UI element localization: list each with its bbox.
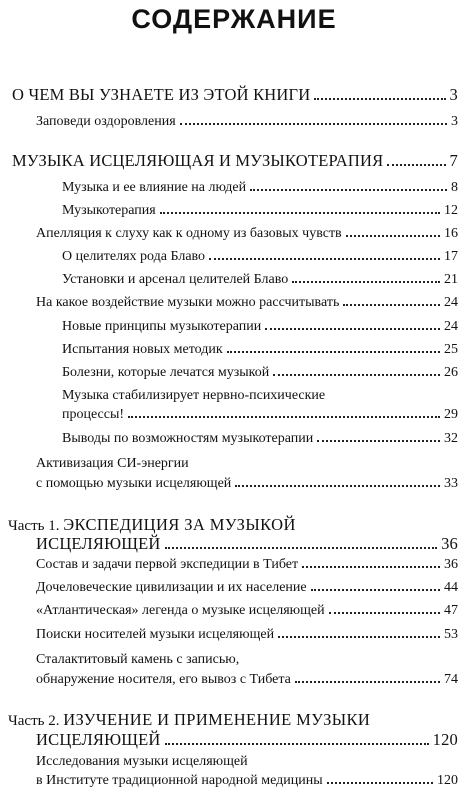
toc-entry	[36, 557, 458, 573]
dot-leader	[250, 189, 447, 191]
toc-entry-title: Новые принципы музыкотерапии	[62, 319, 262, 334]
dot-leader	[165, 547, 438, 549]
toc-entry-title-line: Исследования музыки исцеляющей	[36, 754, 248, 769]
toc-page-number: 36	[444, 557, 458, 572]
toc-entry	[62, 249, 458, 265]
toc-entry	[62, 272, 458, 288]
toc-part-prefix: Часть 1.	[8, 518, 60, 534]
toc-entry-title: О целителях рода Блаво	[62, 249, 206, 264]
dot-leader	[327, 782, 433, 784]
dot-leader	[209, 258, 440, 260]
toc-part-title: ЭКСПЕДИЦИЯ ЗА МУЗЫКОЙ	[63, 515, 296, 534]
dot-leader	[180, 123, 447, 125]
toc-entry-title: Дочеловеческие цивилизации и их население	[36, 580, 307, 595]
toc-page-number: 36	[441, 534, 458, 553]
toc-page-number: 3	[449, 85, 458, 104]
toc-part-heading	[8, 515, 296, 535]
toc-entry-title: Музыкотерапия	[62, 203, 156, 218]
toc-entry-title: «Атлантическая» легенда о музыке исцеляющей	[36, 603, 325, 618]
toc-entry-title-line: Музыка стабилизирует нервно-психические	[62, 388, 326, 403]
toc-page-number: 33	[444, 476, 458, 491]
toc-page-number: 12	[444, 203, 458, 218]
toc-entry	[62, 180, 458, 196]
toc-entry	[62, 342, 458, 358]
toc-entry-title: Испытания новых методик	[62, 342, 223, 357]
toc-entry	[62, 319, 458, 335]
toc-entry-title: Музыка и ее влияние на людей	[62, 180, 247, 195]
dot-leader	[343, 304, 440, 306]
toc-entry	[62, 407, 458, 423]
toc-entry-title: Заповеди оздоровления	[36, 114, 176, 129]
toc-entry	[36, 627, 458, 643]
toc-page-number: 53	[444, 627, 458, 642]
toc-entry-title: процессы!	[62, 407, 125, 422]
page-title: СОДЕРЖАНИЕ	[131, 4, 337, 34]
toc-part-title: ИЗУЧЕНИЕ И ПРИМЕНЕНИЕ МУЗЫКИ	[63, 710, 371, 729]
toc-entry-title: На какое воздействие музыки можно рассчитывать	[36, 295, 340, 310]
toc-page-number: 7	[449, 151, 458, 170]
dot-leader	[387, 164, 445, 166]
toc-entry	[36, 730, 458, 750]
toc-entry-title: МУЗЫКА ИСЦЕЛЯЮЩАЯ И МУЗЫКОТЕРАПИЯ	[12, 151, 384, 170]
toc-entry-title: Состав и задачи первой экспедиции в Тибет	[36, 557, 299, 572]
dot-leader	[295, 681, 440, 683]
toc-page-number: 120	[432, 730, 458, 749]
toc-page-number: 25	[444, 342, 458, 357]
toc-entry-title: Болезни, которые лечатся музыкой	[62, 365, 270, 380]
dot-leader	[302, 566, 440, 568]
toc-page-number: 21	[444, 272, 458, 287]
dot-leader	[273, 374, 440, 376]
toc-entry-title: Поиски носителей музыки исцеляющей	[36, 627, 275, 642]
dot-leader	[160, 212, 440, 214]
dot-leader	[311, 589, 440, 591]
toc-part-prefix: Часть 2.	[8, 713, 60, 729]
dot-leader	[278, 636, 440, 638]
toc-entry	[62, 365, 458, 381]
toc-page-number: 120	[437, 773, 458, 788]
toc-entry-title: Выводы по возможностям музыкотерапии	[62, 431, 314, 446]
toc-entry-title: с помощью музыки исцеляющей	[36, 476, 232, 491]
dot-leader	[317, 440, 440, 442]
toc-entry	[36, 534, 458, 554]
toc-page-number: 16	[444, 226, 458, 241]
toc-entry	[36, 226, 458, 242]
dot-leader	[329, 612, 440, 614]
toc-page-number: 24	[444, 295, 458, 310]
dot-leader	[265, 328, 440, 330]
toc-entry	[36, 672, 458, 688]
toc-entry	[36, 476, 458, 492]
toc-entry	[36, 114, 458, 130]
toc-entry	[36, 603, 458, 619]
toc-entry	[36, 580, 458, 596]
toc-page-number: 3	[451, 114, 458, 129]
toc-page-number: 24	[444, 319, 458, 334]
toc-page-number: 8	[451, 180, 458, 195]
toc-entry	[36, 295, 458, 311]
dot-leader	[346, 235, 440, 237]
toc-page-number: 44	[444, 580, 458, 595]
toc-page-number: 74	[444, 672, 458, 687]
dot-leader	[292, 281, 440, 283]
toc-entry-title: ИСЦЕЛЯЮЩЕЙ	[36, 534, 161, 553]
dot-leader	[128, 416, 440, 418]
toc-entry	[62, 431, 458, 447]
toc-entry	[12, 85, 458, 105]
toc-entry-title: О ЧЕМ ВЫ УЗНАЕТЕ ИЗ ЭТОЙ КНИГИ	[12, 85, 311, 104]
toc-entry-title: в Институте традиционной народной медицины	[36, 773, 323, 788]
toc-part-heading	[8, 710, 370, 730]
toc-page-number: 29	[444, 407, 458, 422]
toc-page-number: 47	[444, 603, 458, 618]
toc-entry-title: Апелляция к слуху как к одному из базовых чувств	[36, 226, 342, 241]
toc-page-number: 26	[444, 365, 458, 380]
toc-entry	[12, 151, 458, 171]
dot-leader	[227, 351, 440, 353]
dot-leader	[165, 743, 429, 745]
toc-entry	[36, 773, 458, 789]
toc-entry-title: ИСЦЕЛЯЮЩЕЙ	[36, 730, 161, 749]
toc-page-number: 32	[444, 431, 458, 446]
toc-entry-title-line: Сталактитовый камень с записью,	[36, 652, 240, 667]
dot-leader	[314, 98, 445, 100]
toc-page-number: 17	[444, 249, 458, 264]
toc-entry-title: Установки и арсенал целителей Блаво	[62, 272, 289, 287]
toc-entry-title-line: Активизация СИ-энергии	[36, 456, 189, 471]
toc-entry-title: обнаружение носителя, его вывоз с Тибета	[36, 672, 291, 687]
dot-leader	[235, 485, 440, 487]
toc-entry	[62, 203, 458, 219]
